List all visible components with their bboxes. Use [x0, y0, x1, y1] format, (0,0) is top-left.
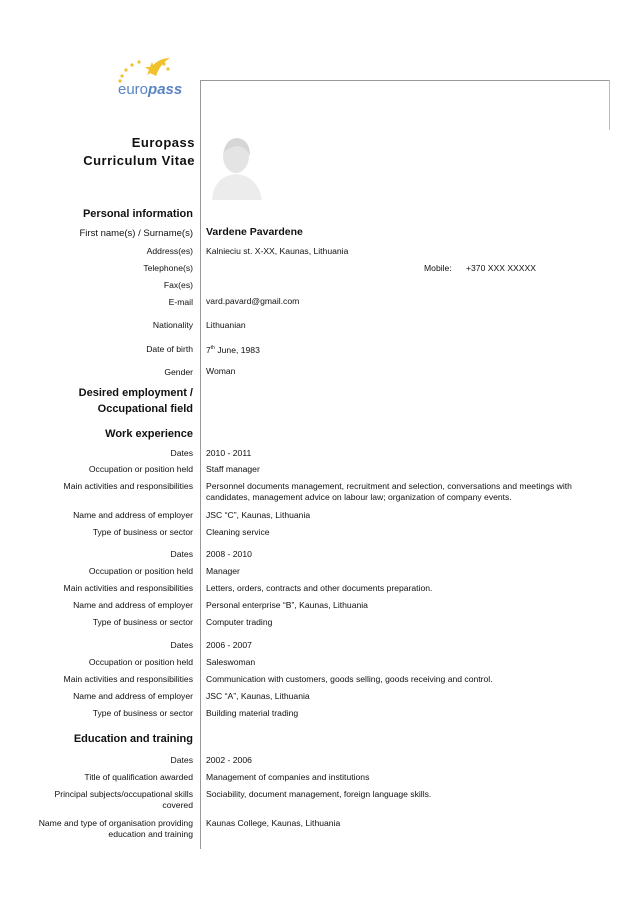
- edu-qualification-label: Title of qualification awarded: [84, 772, 193, 782]
- job3-employer: JSC “A”, Kaunas, Lithuania: [206, 691, 310, 701]
- mobile-value: +370 XXX XXXXX: [466, 263, 536, 273]
- job2-dates: 2008 - 2010: [206, 549, 252, 559]
- edu-organisation: Kaunas College, Kaunas, Lithuania: [206, 818, 341, 828]
- mobile-label: Mobile:: [424, 263, 452, 273]
- dob-label: Date of birth: [146, 344, 193, 354]
- section-personal-information: Personal information: [82, 208, 193, 220]
- header-rule-right: [609, 80, 610, 130]
- address-label: Address(es): [146, 246, 193, 256]
- edu-subjects: Sociability, document management, foreign language skills.: [206, 789, 432, 799]
- job3-occupation: Saleswoman: [206, 657, 256, 667]
- nationality-label: Nationality: [152, 320, 193, 330]
- job1-employer: JSC “C”, Kaunas, Lithuania: [206, 510, 311, 520]
- edu-dates: 2002 - 2006: [206, 755, 252, 765]
- section-education-training: Education and training: [73, 733, 193, 745]
- job2-sector-label: Type of business or sector: [92, 617, 193, 627]
- column-divider: [200, 80, 201, 849]
- job1-activities-label: Main activities and responsibilities: [63, 481, 193, 491]
- job2-occupation: Manager: [206, 566, 240, 576]
- address-value: Kalnieciu st. X-XX, Kaunas, Lithuania: [206, 246, 349, 256]
- job1-occupation-label: Occupation or position held: [88, 464, 193, 474]
- edu-qualification: Management of companies and institutions: [206, 772, 370, 782]
- job3-dates-label: Dates: [170, 640, 193, 650]
- job2-employer: Personal enterprise “B”, Kaunas, Lithuania: [206, 600, 368, 610]
- job3-activities: Communication with customers, goods selling, goods receiving and control.: [206, 674, 493, 684]
- desired-employment-line1: Desired employment /: [78, 387, 193, 399]
- gender-label: Gender: [164, 367, 193, 377]
- job2-employer-label: Name and address of employer: [73, 600, 193, 610]
- job3-occupation-label: Occupation or position held: [88, 657, 193, 667]
- europass-wordmark: europass: [118, 81, 183, 98]
- profile-photo: [206, 130, 268, 200]
- job1-dates: 2010 - 2011: [206, 448, 252, 458]
- desired-employment-line2: Occupational field: [97, 403, 193, 415]
- job1-occupation: Staff manager: [206, 464, 260, 474]
- section-work-experience: Work experience: [105, 428, 193, 440]
- edu-organisation-label: Name and type of organisation providing education and training: [38, 818, 193, 839]
- job3-dates: 2006 - 2007: [206, 640, 252, 650]
- gender-value: Woman: [206, 366, 236, 376]
- header-rule: [200, 80, 610, 81]
- cv-title-line1: Europass: [131, 135, 195, 150]
- job1-employer-label: Name and address of employer: [73, 510, 193, 520]
- job1-dates-label: Dates: [170, 448, 193, 458]
- job2-occupation-label: Occupation or position held: [88, 566, 193, 576]
- email-value[interactable]: vard.pavard@gmail.com: [206, 296, 300, 306]
- job3-sector-label: Type of business or sector: [92, 708, 193, 718]
- email-label: E-mail: [168, 297, 193, 307]
- job2-activities-label: Main activities and responsibilities: [63, 583, 193, 593]
- nationality-value: Lithuanian: [206, 320, 246, 330]
- job3-employer-label: Name and address of employer: [73, 691, 193, 701]
- edu-subjects-label: Principal subjects/occupational skills covered: [54, 789, 193, 810]
- dob-value: 7th June, 1983: [206, 344, 260, 355]
- job2-activities: Letters, orders, contracts and other documents preparation.: [206, 583, 433, 593]
- job1-sector: Cleaning service: [206, 527, 270, 537]
- europass-stars-icon: [112, 52, 182, 84]
- name-label: First name(s) / Surname(s): [79, 228, 193, 239]
- edu-dates-label: Dates: [170, 755, 193, 765]
- job1-sector-label: Type of business or sector: [92, 527, 193, 537]
- job1-activities: Personnel documents management, recruitment and selection, conversations and meetings with candidates, management advice on labour law; organization of company events.: [206, 481, 572, 502]
- job2-sector: Computer trading: [206, 617, 273, 627]
- job3-sector: Building material trading: [206, 708, 299, 718]
- person-silhouette-icon: [206, 130, 268, 200]
- fax-label: Fax(es): [163, 280, 193, 290]
- job2-dates-label: Dates: [170, 549, 193, 559]
- telephone-label: Telephone(s): [143, 263, 193, 273]
- cv-title-line2: Curriculum Vitae: [83, 153, 195, 168]
- job3-activities-label: Main activities and responsibilities: [63, 674, 193, 684]
- full-name: Vardene Pavardene: [206, 226, 303, 238]
